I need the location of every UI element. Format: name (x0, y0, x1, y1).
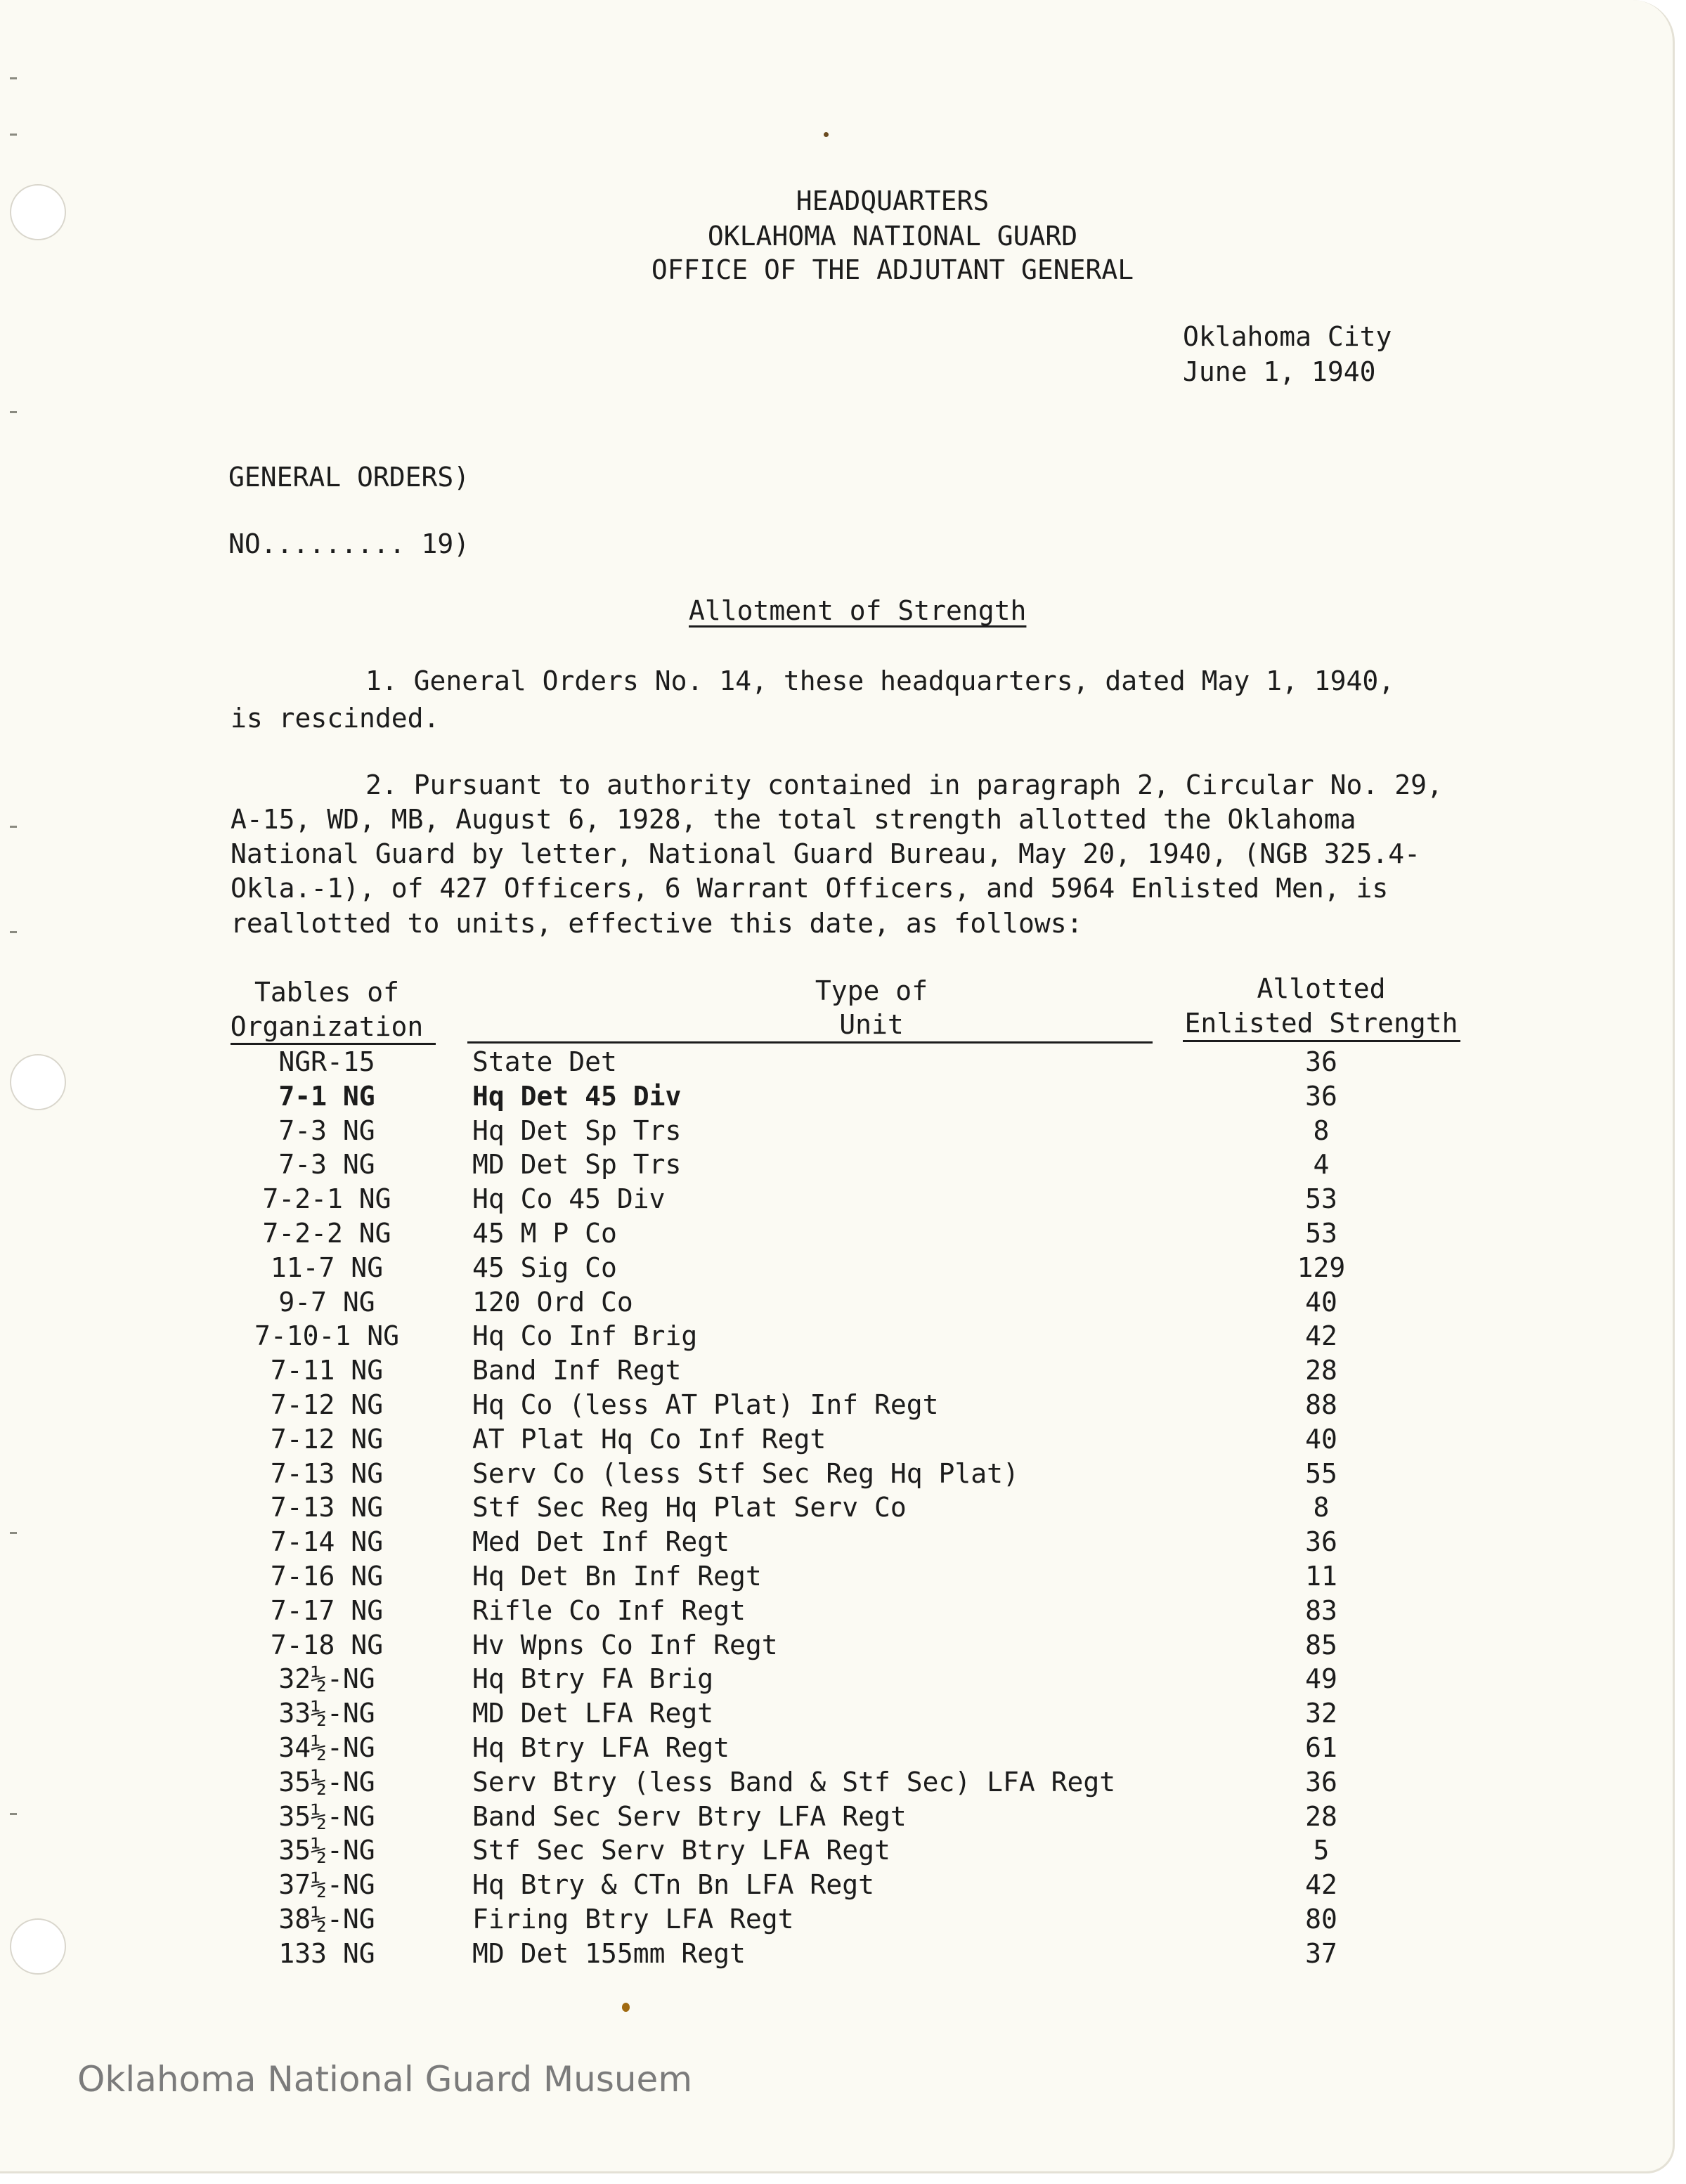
table-row (0, 1148, 1673, 1182)
table-cell-to: 7-17 NG (270, 1594, 384, 1626)
table-row (0, 1800, 1673, 1834)
table-row (0, 1594, 1673, 1628)
table-cell-unit: Serv Co (less Stf Sec Reg Hq Plat) (472, 1457, 1019, 1489)
para1-line2: is rescinded. (231, 703, 440, 734)
col-header-to-2: Organization (230, 1011, 424, 1042)
table-cell-to: 7-16 NG (270, 1561, 384, 1592)
table-cell-to: 7-10-1 NG (254, 1320, 399, 1352)
table-row (0, 1422, 1673, 1457)
table-row (0, 1731, 1673, 1765)
table-cell-strength: 5 (1313, 1835, 1330, 1866)
table-row (0, 1765, 1673, 1800)
margin-mark (10, 77, 17, 79)
col-header-strength-1: Allotted (1257, 973, 1386, 1004)
para2-line2: A-15, WD, MB, August 6, 1928, the total strength allotted the Oklahoma (231, 804, 1356, 835)
margin-mark (10, 931, 17, 933)
table-cell-unit: Firing Btry LFA Regt (472, 1904, 794, 1935)
table-cell-to: 7-1 NG (278, 1080, 375, 1112)
table-cell-strength: 88 (1305, 1389, 1337, 1420)
table-cell-to: 37½-NG (278, 1869, 375, 1901)
table-cell-unit: Hq Btry & CTn Bn LFA Regt (472, 1869, 874, 1901)
para2-line1: 2. Pursuant to authority contained in paragraph 2, Circular No. 29, (365, 769, 1443, 800)
table-row (0, 1490, 1673, 1525)
table-cell-unit: Hq Btry LFA Regt (472, 1732, 730, 1763)
col-header-to-1: Tables of (254, 977, 399, 1008)
table-row (0, 1525, 1673, 1559)
header-line-2: OKLAHOMA NATIONAL GUARD (707, 221, 1078, 252)
table-cell-to: 35½-NG (278, 1800, 375, 1832)
table-cell-to: 34½-NG (278, 1732, 375, 1763)
table-cell-unit: Stf Sec Serv Btry LFA Regt (472, 1835, 890, 1866)
subject-title: Allotment of Strength (689, 595, 1027, 626)
table-cell-unit: 45 Sig Co (472, 1252, 617, 1283)
col-header-unit-1: Type of (815, 975, 928, 1006)
table-cell-strength: 36 (1305, 1080, 1337, 1112)
col-header-rule (467, 1041, 1153, 1044)
table-cell-to: 7-14 NG (270, 1526, 384, 1558)
table-cell-strength: 28 (1305, 1800, 1337, 1832)
table-cell-strength: 40 (1305, 1423, 1337, 1455)
table-cell-to: 7-3 NG (278, 1114, 375, 1146)
table-row (0, 1868, 1673, 1902)
table-cell-strength: 42 (1305, 1869, 1337, 1901)
table-cell-to: 7-11 NG (270, 1355, 384, 1386)
table-cell-unit: Hq Det Sp Trs (472, 1114, 682, 1146)
table-row (0, 1045, 1673, 1079)
table-cell-unit: Band Inf Regt (472, 1355, 682, 1386)
col-header-unit-2: Unit (839, 1009, 904, 1040)
table-cell-unit: 120 Ord Co (472, 1286, 633, 1318)
table-cell-strength: 55 (1305, 1457, 1337, 1489)
order-number: NO......... 19) (228, 528, 470, 559)
table-row (0, 1114, 1673, 1148)
table-row (0, 1182, 1673, 1216)
table-cell-unit: MD Det 155mm Regt (472, 1937, 746, 1969)
table-row (0, 1285, 1673, 1320)
ink-speck (622, 2003, 630, 2012)
ink-speck (824, 132, 829, 137)
table-cell-to: 35½-NG (278, 1766, 375, 1798)
table-cell-to: 7-12 NG (270, 1423, 384, 1455)
table-cell-strength: 11 (1305, 1561, 1337, 1592)
table-cell-to: 9-7 NG (278, 1286, 375, 1318)
table-cell-to: 7-13 NG (270, 1492, 384, 1523)
margin-mark (10, 411, 17, 413)
table-cell-to: 32½-NG (278, 1663, 375, 1695)
table-cell-to: 11-7 NG (270, 1252, 384, 1283)
col-header-strength-2: Enlisted Strength (1184, 1008, 1458, 1039)
table-cell-strength: 80 (1305, 1904, 1337, 1935)
place-city: Oklahoma City (1183, 321, 1392, 352)
table-row (0, 1559, 1673, 1594)
table-cell-strength: 36 (1305, 1526, 1337, 1558)
margin-mark (10, 826, 17, 828)
table-row (0, 1251, 1673, 1285)
table-cell-unit: State Det (472, 1046, 617, 1077)
table-cell-strength: 49 (1305, 1663, 1337, 1695)
table-cell-strength: 42 (1305, 1320, 1337, 1352)
table-cell-unit: MD Det LFA Regt (472, 1698, 714, 1729)
table-cell-to: 133 NG (278, 1937, 375, 1969)
table-cell-to: 35½-NG (278, 1835, 375, 1866)
table-row (0, 1833, 1673, 1868)
table-cell-to: 38½-NG (278, 1904, 375, 1935)
table-cell-unit: Band Sec Serv Btry LFA Regt (472, 1800, 907, 1832)
table-cell-to: NGR-15 (278, 1046, 375, 1077)
table-row (0, 1353, 1673, 1388)
table-cell-to: 7-2-2 NG (262, 1218, 391, 1249)
table-cell-to: 7-12 NG (270, 1389, 384, 1420)
col-header-rule (1183, 1040, 1460, 1042)
table-cell-strength: 129 (1297, 1252, 1346, 1283)
table-cell-strength: 61 (1305, 1732, 1337, 1763)
table-cell-unit: AT Plat Hq Co Inf Regt (472, 1423, 826, 1455)
table-cell-strength: 53 (1305, 1218, 1337, 1249)
table-cell-unit: Hq Btry FA Brig (472, 1663, 714, 1695)
table-row (0, 1937, 1673, 1971)
table-cell-unit: Hq Co 45 Div (472, 1183, 666, 1215)
para2-line3: National Guard by letter, National Guard Bureau, May 20, 1940, (NGB 325.4- (231, 838, 1420, 869)
table-cell-unit: Stf Sec Reg Hq Plat Serv Co (472, 1492, 907, 1523)
table-row (0, 1388, 1673, 1422)
table-row (0, 1079, 1673, 1114)
table-cell-strength: 37 (1305, 1937, 1337, 1969)
issue-date: June 1, 1940 (1183, 356, 1376, 387)
table-cell-strength: 53 (1305, 1183, 1337, 1215)
table-cell-unit: Hq Det 45 Div (472, 1080, 682, 1112)
table-row (0, 1902, 1673, 1937)
table-cell-strength: 85 (1305, 1629, 1337, 1660)
table-cell-strength: 36 (1305, 1046, 1337, 1077)
table-cell-strength: 8 (1313, 1492, 1330, 1523)
table-cell-strength: 4 (1313, 1149, 1330, 1181)
table-row (0, 1662, 1673, 1696)
table-cell-to: 7-13 NG (270, 1457, 384, 1489)
general-orders-label: GENERAL ORDERS) (228, 462, 470, 493)
para1-line1: 1. General Orders No. 14, these headquarters, dated May 1, 1940, (365, 665, 1395, 696)
table-cell-to: 33½-NG (278, 1698, 375, 1729)
table-cell-to: 7-2-1 NG (262, 1183, 391, 1215)
table-cell-unit: Serv Btry (less Band & Stf Sec) LFA Regt (472, 1766, 1116, 1798)
table-cell-strength: 36 (1305, 1766, 1337, 1798)
table-cell-strength: 40 (1305, 1286, 1337, 1318)
table-cell-strength: 83 (1305, 1594, 1337, 1626)
table-row (0, 1216, 1673, 1251)
table-cell-strength: 8 (1313, 1114, 1330, 1146)
table-cell-unit: Hq Co Inf Brig (472, 1320, 698, 1352)
table-cell-strength: 32 (1305, 1698, 1337, 1729)
header-line-1: HEADQUARTERS (796, 186, 990, 216)
table-cell-unit: Hv Wpns Co Inf Regt (472, 1629, 778, 1660)
table-cell-unit: Rifle Co Inf Regt (472, 1594, 746, 1626)
table-cell-unit: Hq Det Bn Inf Regt (472, 1561, 762, 1592)
table-cell-strength: 28 (1305, 1355, 1337, 1386)
table-cell-unit: 45 M P Co (472, 1218, 617, 1249)
table-cell-to: 7-3 NG (278, 1149, 375, 1181)
table-cell-unit: MD Det Sp Trs (472, 1149, 682, 1181)
table-cell-unit: Med Det Inf Regt (472, 1526, 730, 1558)
margin-mark (10, 134, 17, 136)
header-line-3: OFFICE OF THE ADJUTANT GENERAL (651, 254, 1134, 285)
museum-watermark: Oklahoma National Guard Musuem (77, 2059, 693, 2100)
table-cell-unit: Hq Co (less AT Plat) Inf Regt (472, 1389, 939, 1420)
table-row (0, 1319, 1673, 1353)
table-row (0, 1457, 1673, 1491)
table-row (0, 1696, 1673, 1731)
table-row (0, 1628, 1673, 1663)
para2-line4: Okla.-1), of 427 Officers, 6 Warrant Officers, and 5964 Enlisted Men, is (231, 873, 1389, 904)
table-cell-to: 7-18 NG (270, 1629, 384, 1660)
para2-line5: reallotted to units, effective this date, as follows: (231, 908, 1083, 939)
